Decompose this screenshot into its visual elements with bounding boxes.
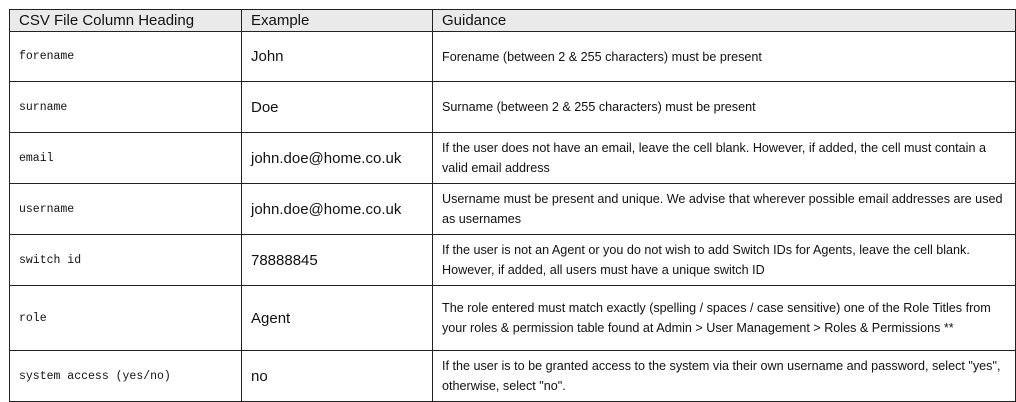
cell-example: john.doe@home.co.uk (242, 133, 433, 184)
cell-guidance: Forename (between 2 & 255 characters) must be present (433, 32, 1016, 82)
cell-example: Doe (242, 82, 433, 133)
table-row-role (10, 286, 1016, 351)
cell-example: no (242, 351, 433, 402)
table-row-email (10, 133, 1016, 184)
cell-column-heading: role (10, 286, 242, 351)
cell-column-heading: forename (10, 32, 242, 82)
cell-guidance: The role entered must match exactly (spelling / spaces / case sensitive) one of the Role Titles from your roles & permission table found at Admin > User Management > Roles & Permissions ** (433, 286, 1016, 351)
cell-column-heading: switch id (10, 235, 242, 286)
cell-example: Agent (242, 286, 433, 351)
csv-columns-table (9, 9, 1016, 402)
cell-guidance: If the user is to be granted access to the system via their own username and password, select "yes", otherwise, select "no". (433, 351, 1016, 402)
cell-column-heading: email (10, 133, 242, 184)
cell-guidance: If the user is not an Agent or you do not wish to add Switch IDs for Agents, leave the cell blank. However, if added, all users must have a unique switch ID (433, 235, 1016, 286)
header-guidance: Guidance (433, 10, 1016, 32)
cell-column-heading: username (10, 184, 242, 235)
header-example: Example (242, 10, 433, 32)
table-header-row (10, 10, 1016, 32)
table-row-switch-id (10, 235, 1016, 286)
cell-column-heading: system access (yes/no) (10, 351, 242, 402)
cell-example: john.doe@home.co.uk (242, 184, 433, 235)
cell-guidance: Surname (between 2 & 255 characters) must be present (433, 82, 1016, 133)
table-row-surname (10, 82, 1016, 133)
table-row-system-access (10, 351, 1016, 402)
cell-guidance: Username must be present and unique. We advise that wherever possible email addresses are used as usernames (433, 184, 1016, 235)
cell-guidance: If the user does not have an email, leave the cell blank. However, if added, the cell must contain a valid email address (433, 133, 1016, 184)
cell-example: 78888845 (242, 235, 433, 286)
cell-column-heading: surname (10, 82, 242, 133)
header-column-heading: CSV File Column Heading (10, 10, 242, 32)
table-row-forename (10, 32, 1016, 82)
table-row-username (10, 184, 1016, 235)
cell-example: John (242, 32, 433, 82)
